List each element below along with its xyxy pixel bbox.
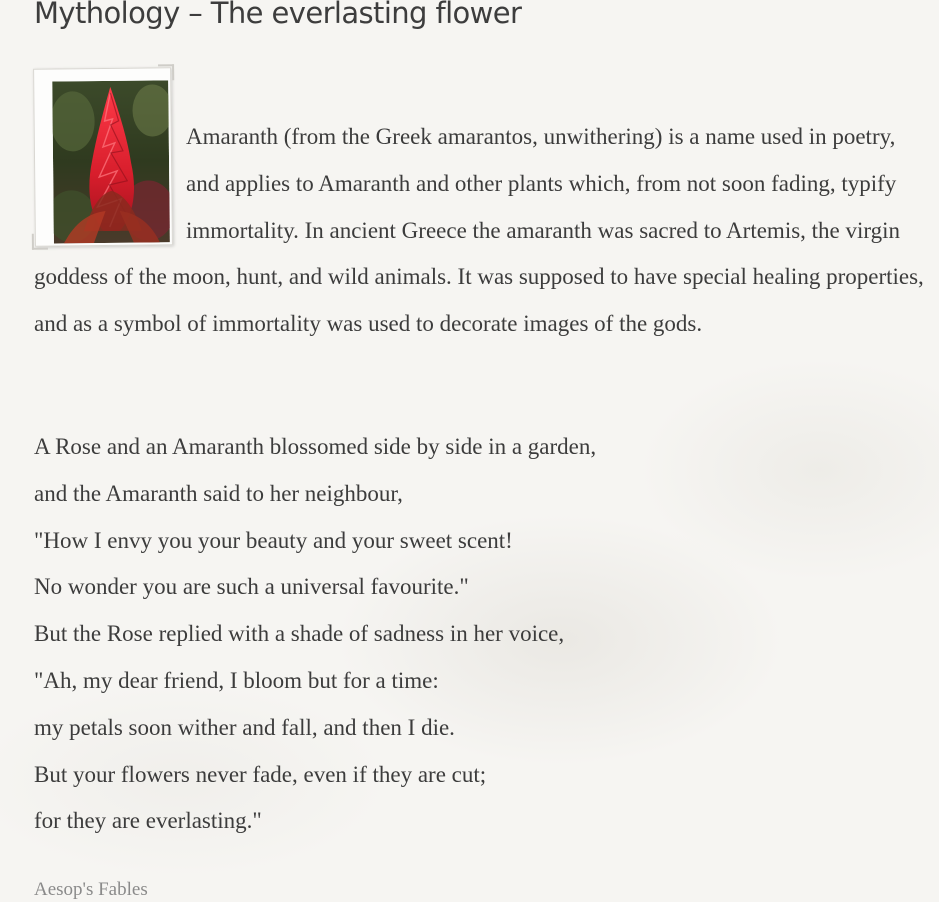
poem-line: No wonder you are such a universal favourite." [34,574,469,600]
poem-line: my petals soon wither and fall, and then I die. [34,714,455,740]
poem-line: "Ah, my dear friend, I bloom but for a time: [34,667,439,693]
poem-line: and the Amaranth said to her neighbour, [34,480,403,506]
page-title: Mythology – The everlasting flower [34,0,522,30]
poem-line: But the Rose replied with a shade of sadness in her voice, [34,621,565,647]
source-attribution: Aesop's Fables [34,879,148,900]
poem [34,424,596,845]
intro-text: Amaranth (from the Greek amarantos, unwithering) is a name used in poetry, and applies to Amaranth and other plants which, from not soon fading, typify immortality. In ancient Greece the amaranth was sacred to Artemis, the virgin goddess of the moon, hunt, and wild animals. It was supposed to have special healing properties, and as a symbol of immortality was used to decorate images of the gods. [34,124,924,337]
amaranth-photo [33,67,173,246]
amaranth-flower-image [52,80,170,243]
poem-line: "How I envy you your beauty and your sweet scent! [34,527,513,553]
poem-line: A Rose and an Amaranth blossomed side by side in a garden, [34,434,597,459]
frame-corner [158,64,174,80]
poem-line: for they are everlasting." [34,808,262,834]
frame-corner [32,234,48,250]
poem-line: But your flowers never fade, even if they are cut; [34,761,487,787]
intro-paragraph [34,114,924,348]
